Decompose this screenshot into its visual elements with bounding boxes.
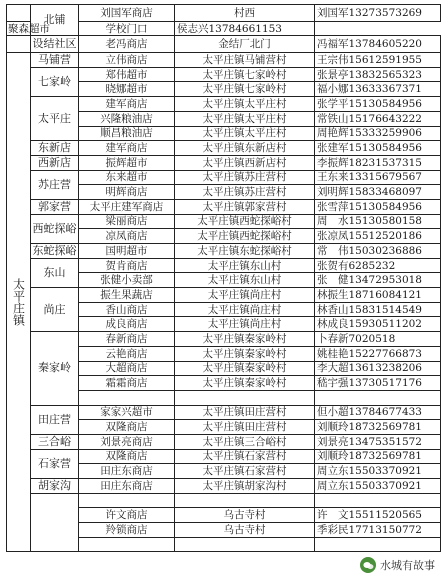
contact-cell: 侯志兴13784661153 — [175, 21, 315, 36]
store-name-cell: 家家兴超市 — [79, 405, 175, 420]
contact-cell: 王东来13315679567 — [315, 170, 441, 185]
table-row — [7, 288, 441, 303]
store-name-cell: 田庄东商店 — [79, 464, 175, 479]
store-name-cell: 许文商店 — [79, 508, 175, 523]
town-cell — [7, 36, 31, 53]
village-cell: 西蛇探峪 — [31, 214, 79, 243]
village-cell: 三合峪 — [31, 434, 79, 449]
address-cell: 村西 — [175, 5, 315, 22]
contact-cell: 张建军15130584956 — [315, 141, 441, 156]
address-cell: 太平庄镇东新店村 — [175, 141, 315, 156]
contact-cell: 张景亭13832565323 — [315, 67, 441, 82]
table-row — [7, 449, 441, 464]
town-cell — [7, 5, 31, 22]
contact-cell: 但小超13784677433 — [315, 405, 441, 420]
contact-cell: 常铁山15176643222 — [315, 111, 441, 126]
address-cell: 太平庄镇太平庄村 — [175, 126, 315, 141]
village-cell: 尚庄 — [31, 288, 79, 332]
contact-cell: 林成良15930511202 — [315, 317, 441, 332]
contact-cell: 许 文15511520565 — [315, 508, 441, 523]
contact-cell: 林香山15831514549 — [315, 302, 441, 317]
contact-cell: 张贺有6285232 — [315, 258, 441, 273]
contact-cell: 姚桂艳15227766873 — [315, 346, 441, 361]
address-cell: 太平庄镇西蛇探峪村 — [175, 214, 315, 229]
village-cell: 北铺 — [31, 5, 79, 36]
address-cell: 太平庄镇苏庄营村 — [175, 185, 315, 200]
contact-cell: 福小娜13633367371 — [315, 82, 441, 97]
store-name-cell: 双隆商店 — [79, 449, 175, 464]
store-name-cell: 双隆商店 — [79, 420, 175, 435]
contact-cell — [315, 390, 441, 405]
contact-cell: 林振生18716084121 — [315, 288, 441, 303]
store-name-cell: 霜霜商店 — [79, 376, 175, 391]
address-cell — [175, 390, 315, 405]
village-cell: 东新店 — [31, 141, 79, 156]
address-cell: 太平庄镇田庄营村 — [175, 420, 315, 435]
contact-cell: 周立东15503370921 — [315, 479, 441, 494]
address-cell: 太平庄镇三合峪村 — [175, 434, 315, 449]
table-row — [7, 155, 441, 170]
address-cell: 太平庄镇东山村 — [175, 273, 315, 288]
contact-cell: 张 健13472953018 — [315, 273, 441, 288]
store-name-cell: 凉凤商店 — [79, 229, 175, 244]
contact-cell: 李大超13613238206 — [315, 361, 441, 376]
address-cell: 金结厂北门 — [175, 36, 315, 53]
store-name-cell: 聚森超市 — [8, 22, 50, 35]
store-name-cell: 刘景亮商店 — [79, 434, 175, 449]
contact-cell: 嵇宇强13730517176 — [315, 376, 441, 391]
table-row — [7, 53, 441, 68]
store-name-cell: 羚锁商店 — [79, 523, 175, 538]
table-row — [7, 141, 441, 156]
store-name-cell: 云艳商店 — [79, 346, 175, 361]
table-row — [7, 332, 441, 347]
store-name-cell: 建军商店 — [79, 141, 175, 156]
address-cell: 太平庄镇胡家沟村 — [175, 479, 315, 494]
village-cell: 东蛇探峪 — [32, 243, 77, 257]
table-row — [7, 434, 441, 449]
store-name-cell: 明辉商店 — [79, 185, 175, 200]
table-row — [7, 36, 441, 53]
store-name-cell: 太平庄建军商店 — [79, 199, 175, 214]
address-cell: 太平庄镇太平庄村 — [175, 97, 315, 112]
contact-cell: 张凉凤15512520186 — [315, 229, 441, 244]
store-name-cell: 振生果蔬店 — [79, 288, 175, 303]
table-row — [7, 258, 441, 273]
contact-cell: 周立东15503370921 — [315, 464, 441, 479]
address-cell: 太平庄镇田庄营村 — [175, 405, 315, 420]
address-cell: 太平庄镇石家营村 — [175, 464, 315, 479]
address-cell: 太平庄镇郭家营村 — [175, 199, 315, 214]
address-cell: 太平庄镇东山村 — [175, 258, 315, 273]
store-name-cell — [79, 390, 175, 405]
address-cell: 太平庄镇尚庄村 — [175, 317, 315, 332]
store-name-cell — [79, 537, 175, 552]
contact-cell: 张学平15130584956 — [315, 97, 441, 112]
table-row — [7, 244, 441, 259]
contact-cell: 刘明辉15833468097 — [315, 185, 441, 200]
address-cell: 太平庄镇尚庄村 — [175, 302, 315, 317]
store-name-cell: 田庄东商店 — [79, 479, 175, 494]
table-row — [7, 493, 441, 508]
village-cell: 石家营 — [31, 449, 79, 478]
contact-cell — [315, 537, 441, 552]
store-name-cell: 香山商店 — [79, 302, 175, 317]
watermark-text: 水城有故事 — [380, 559, 435, 572]
contact-cell: 常 伟15030236886 — [315, 244, 441, 259]
village-cell: 七家岭 — [31, 67, 79, 96]
store-name-cell: 贺肯商店 — [79, 258, 175, 273]
village-cell: 苏庄营 — [31, 170, 79, 199]
table-row — [7, 67, 441, 82]
address-cell: 太平庄镇尚庄村 — [175, 288, 315, 303]
contact-cell: 周艳辉15333259906 — [315, 126, 441, 141]
village-cell: 马铺营 — [31, 53, 79, 68]
table-row — [7, 170, 441, 185]
table-row — [7, 5, 441, 22]
store-table-body — [7, 5, 441, 552]
store-name-cell: 建军商店 — [79, 97, 175, 112]
store-name-cell: 郑伟超市 — [79, 67, 175, 82]
store-name-cell: 国明超市 — [79, 244, 175, 259]
store-name-cell: 春新商店 — [79, 332, 175, 347]
store-name-cell: 成良商店 — [79, 317, 175, 332]
village-cell: 胡家沟 — [31, 479, 79, 494]
contact-cell: 周 水15130580158 — [315, 214, 441, 229]
store-name-cell: 振辉超市 — [79, 155, 175, 170]
contact-cell — [315, 493, 441, 508]
address-cell: 乌古寺村 — [175, 523, 315, 538]
village-cell: 设结社区 — [31, 36, 79, 53]
contact-cell: 刘国军13273573269 — [315, 5, 441, 22]
town-cell: 太平庄镇 — [7, 53, 31, 552]
village-cell: 秦家岭 — [31, 332, 79, 405]
table-row — [7, 479, 441, 494]
store-name-cell: 张健小卖部 — [79, 273, 175, 288]
contact-cell: 刘景亮13475351572 — [315, 434, 441, 449]
contact-cell: 王宗伟15612591955 — [315, 53, 441, 68]
address-cell: 太平庄镇秦家岭村 — [175, 361, 315, 376]
table-row — [7, 405, 441, 420]
store-name-cell: 刘国军商店 — [79, 5, 175, 22]
village-cell: 郭家营 — [31, 199, 79, 214]
contact-cell: 冯福军13784605220 — [315, 36, 441, 53]
address-cell — [175, 493, 315, 508]
address-cell — [175, 537, 315, 552]
address-cell: 太平庄镇秦家岭村 — [175, 376, 315, 391]
contact-cell: 张雪萍15130584956 — [315, 199, 441, 214]
store-name-cell: 立伟商店 — [79, 53, 175, 68]
table-row — [7, 199, 441, 214]
store-name-cell: 老冯商店 — [79, 36, 175, 53]
address-cell: 太平庄镇苏庄营村 — [175, 170, 315, 185]
store-table — [6, 4, 441, 552]
store-directory-sheet — [6, 4, 440, 552]
address-cell: 太平庄镇太平庄村 — [175, 111, 315, 126]
address-cell: 太平庄镇东蛇探峪村 — [175, 244, 315, 259]
contact-cell: 刘顺玲18732569781 — [315, 449, 441, 464]
store-name-cell: 大超商店 — [79, 361, 175, 376]
village-cell: 田庄营 — [31, 405, 79, 434]
address-cell: 学校门口 — [79, 21, 175, 36]
contact-cell: 刘顺玲18732569781 — [315, 420, 441, 435]
village-cell: 东山 — [31, 258, 79, 287]
store-name-cell: 东来超市 — [79, 170, 175, 185]
store-name-cell: 晓娜超市 — [79, 82, 175, 97]
store-name-cell: 兴隆粮油店 — [79, 111, 175, 126]
account-watermark — [357, 556, 438, 574]
address-cell: 太平庄镇七家岭村 — [175, 67, 315, 82]
village-cell: 太平庄 — [31, 97, 79, 141]
address-cell: 太平庄镇秦家岭村 — [175, 332, 315, 347]
contact-cell: 卜春新7020518 — [315, 332, 441, 347]
wechat-icon — [360, 557, 376, 573]
contact-cell: 季彩民17713150772 — [315, 523, 441, 538]
table-row — [7, 97, 441, 112]
address-cell: 太平庄镇秦家岭村 — [175, 346, 315, 361]
store-name-cell: 顺昌粮油店 — [79, 126, 175, 141]
table-row — [7, 214, 441, 229]
store-name-cell — [79, 493, 175, 508]
address-cell: 太平庄镇石家营村 — [175, 449, 315, 464]
address-cell: 太平庄镇西新店村 — [175, 155, 315, 170]
store-name-cell: 梁丽商店 — [79, 214, 175, 229]
address-cell: 太平庄镇西蛇探峪村 — [175, 229, 315, 244]
contact-cell: 李振辉18231537315 — [315, 155, 441, 170]
address-cell: 太平庄镇七家岭村 — [175, 82, 315, 97]
address-cell: 乌古寺村 — [175, 508, 315, 523]
village-cell: 西新店 — [31, 155, 79, 170]
address-cell: 太平庄镇马铺营村 — [175, 53, 315, 68]
village-cell — [31, 493, 79, 552]
